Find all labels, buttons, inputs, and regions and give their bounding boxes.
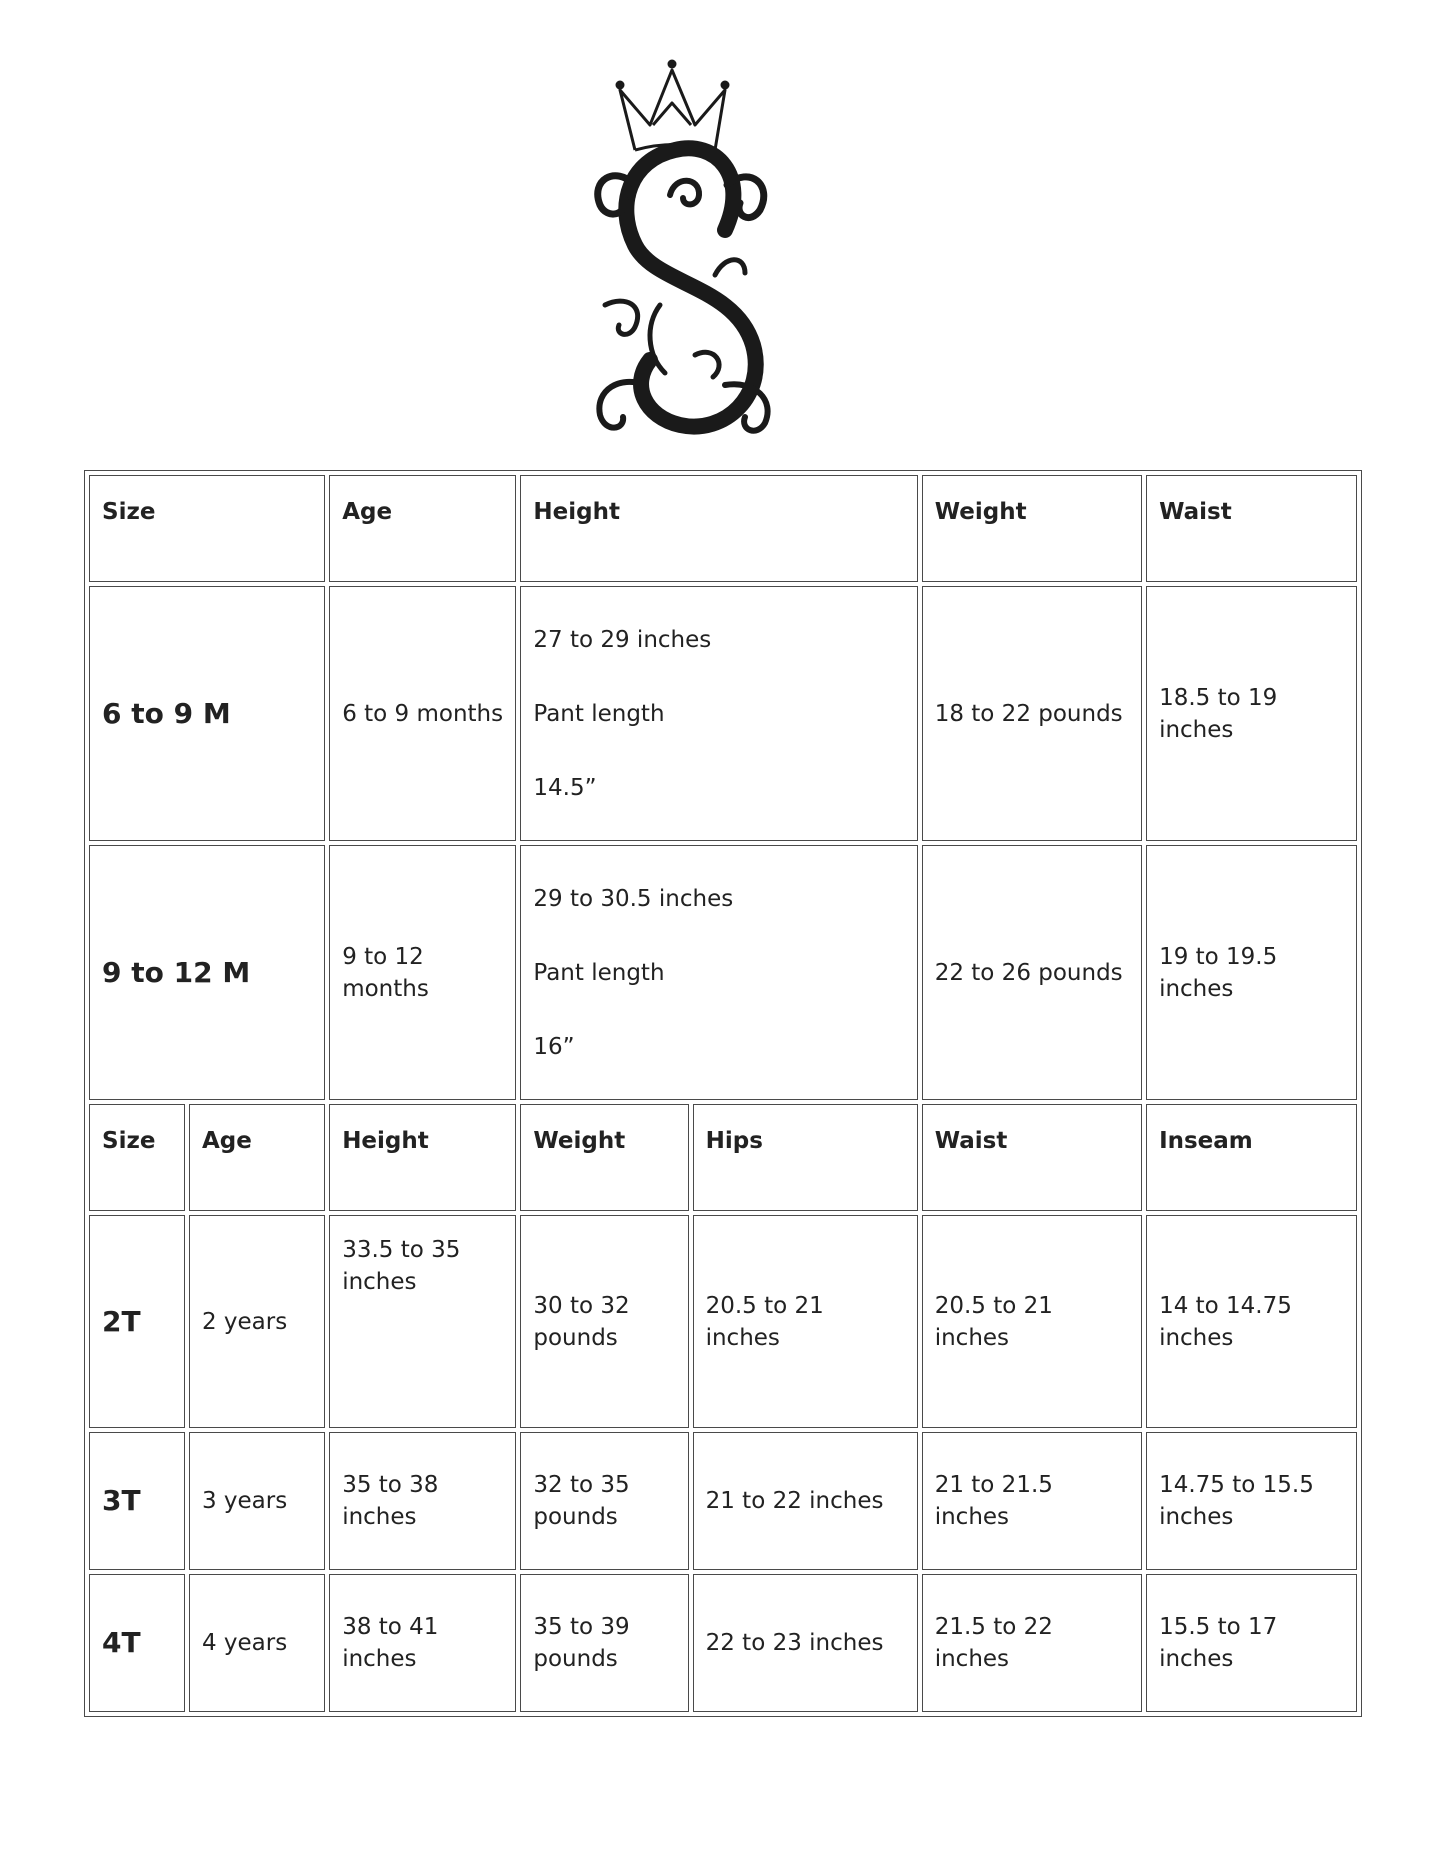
pant-length-value: 14.5” [533,774,597,801]
header-age: Age [189,1104,325,1211]
height-value: 29 to 30.5 inches [533,885,734,912]
age-cell: 6 to 9 months [329,586,516,841]
age-cell: 2 years [189,1215,325,1428]
table-row [89,1432,1357,1570]
table-row [89,586,1357,841]
height-cell [520,586,917,841]
header-inseam: Inseam [1146,1104,1357,1211]
table-row [89,845,1357,1100]
weight-cell: 32 to 35 pounds [520,1432,688,1570]
table-row [89,1574,1357,1712]
size-cell: 6 to 9 M [89,586,325,841]
infant-header-row [89,475,1357,582]
waist-cell: 18.5 to 19 inches [1146,586,1357,841]
size-chart-table [84,470,1362,1717]
waist-cell: 19 to 19.5 inches [1146,845,1357,1100]
crown-monogram-icon [575,55,830,465]
height-value: 27 to 29 inches [533,626,712,653]
size-cell: 4T [89,1574,185,1712]
hips-cell: 20.5 to 21 inches [693,1215,918,1428]
size-cell: 9 to 12 M [89,845,325,1100]
toddler-header-row [89,1104,1357,1211]
header-size: Size [89,1104,185,1211]
height-cell: 38 to 41 inches [329,1574,516,1712]
height-cell: 35 to 38 inches [329,1432,516,1570]
weight-cell: 30 to 32 pounds [520,1215,688,1428]
header-size: Size [89,475,325,582]
pant-length-label: Pant length [533,959,665,986]
waist-cell: 21.5 to 22 inches [922,1574,1142,1712]
height-cell [520,845,917,1100]
weight-cell: 35 to 39 pounds [520,1574,688,1712]
header-height: Height [520,475,917,582]
age-cell: 3 years [189,1432,325,1570]
header-height: Height [329,1104,516,1211]
age-cell: 9 to 12 months [329,845,516,1100]
waist-cell: 20.5 to 21 inches [922,1215,1142,1428]
header-hips: Hips [693,1104,918,1211]
inseam-cell: 14.75 to 15.5 inches [1146,1432,1357,1570]
inseam-cell: 15.5 to 17 inches [1146,1574,1357,1712]
header-weight: Weight [520,1104,688,1211]
header-age: Age [329,475,516,582]
size-cell: 2T [89,1215,185,1428]
weight-cell: 18 to 22 pounds [922,586,1142,841]
height-cell: 33.5 to 35 inches [329,1215,516,1428]
pant-length-value: 16” [533,1033,575,1060]
hips-cell: 22 to 23 inches [693,1574,918,1712]
inseam-cell: 14 to 14.75 inches [1146,1215,1357,1428]
table-row [89,1215,1357,1428]
size-cell: 3T [89,1432,185,1570]
header-waist: Waist [1146,475,1357,582]
hips-cell: 21 to 22 inches [693,1432,918,1570]
weight-cell: 22 to 26 pounds [922,845,1142,1100]
waist-cell: 21 to 21.5 inches [922,1432,1142,1570]
pant-length-label: Pant length [533,700,665,727]
header-weight: Weight [922,475,1142,582]
age-cell: 4 years [189,1574,325,1712]
header-waist: Waist [922,1104,1142,1211]
